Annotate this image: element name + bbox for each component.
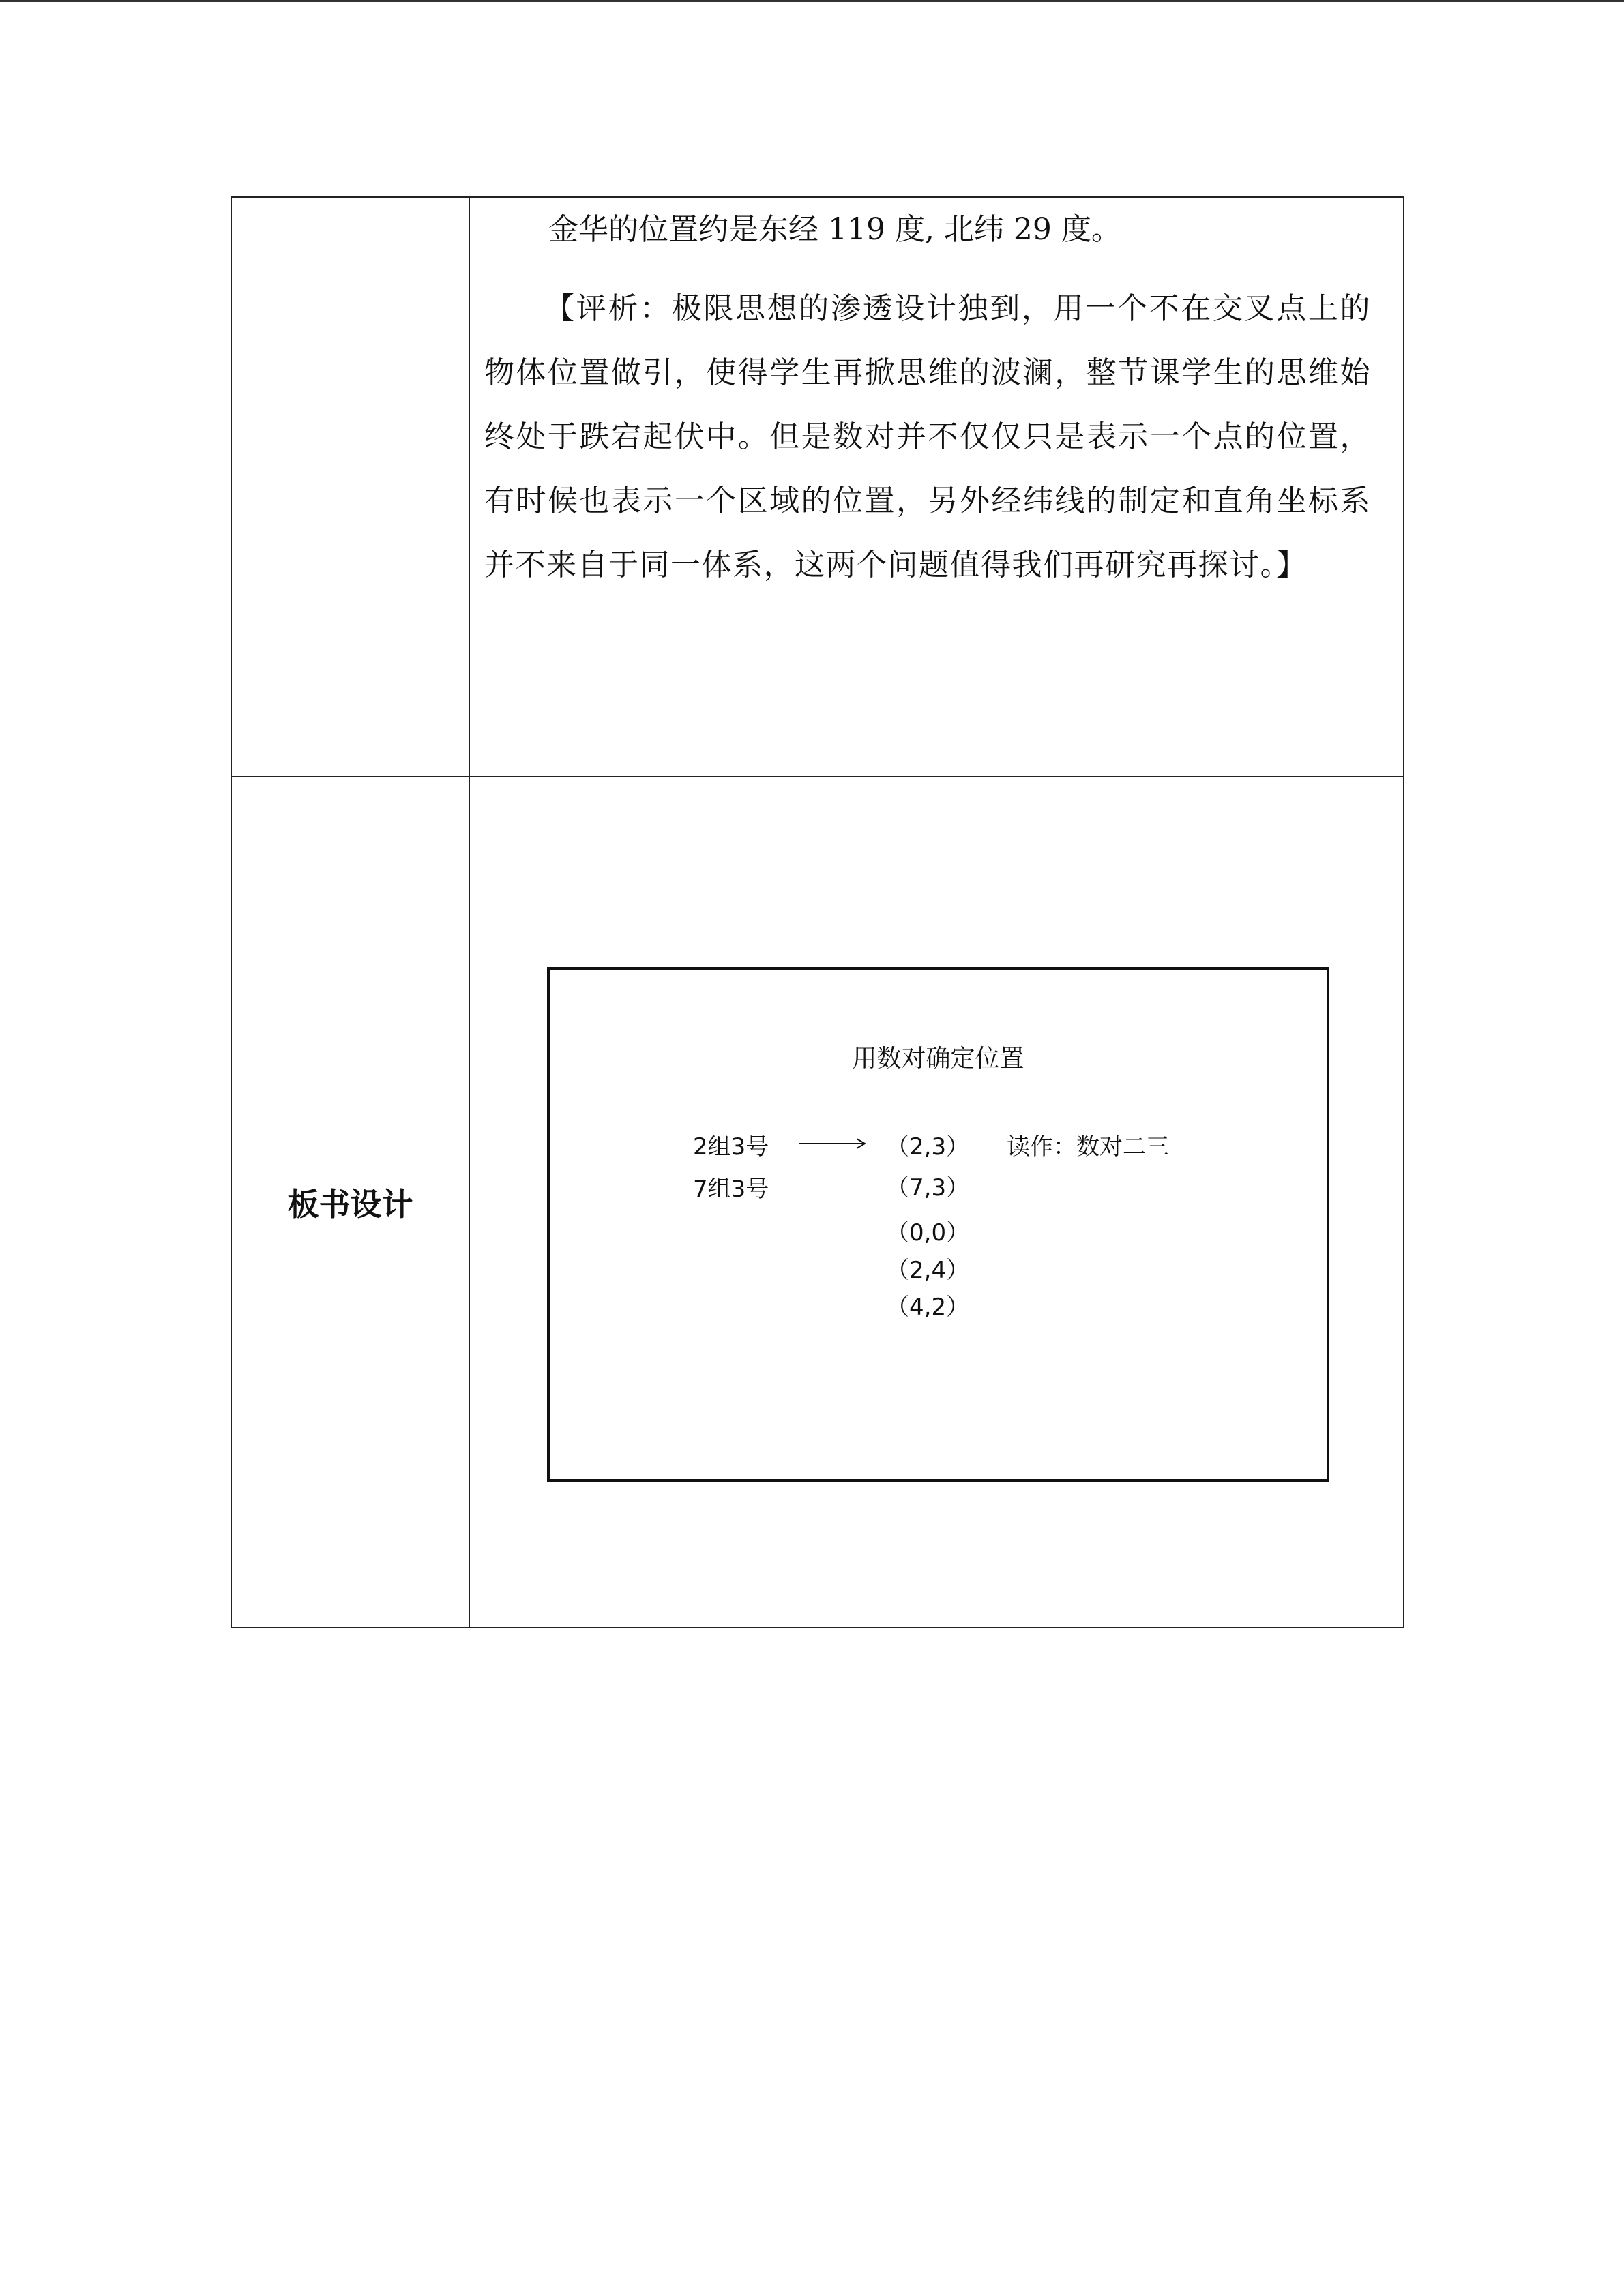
left-item-1: 2组3号 (693, 1133, 769, 1161)
evaluation-paragraph: 【评析：极限思想的渗透设计独到，用一个不在交叉点上的物体位置做引，使得学生再掀思维的波澜，整节课学生的思维始终处于跌宕起伏中。但是数对并不仅仅只是表示一个点的位置，有时候也表示一个区域的位置，另外经纬线的制定和直角坐标系并不来自于同一体系，这两个问题值得我们再研究再探讨。】 (484, 291, 1371, 582)
pair-item: （2,3） (886, 1133, 970, 1161)
board-design-label-text: 板书设计 (287, 1186, 413, 1223)
pair-item: （0,0） (886, 1219, 970, 1247)
left-item-2: 7组3号 (693, 1176, 769, 1203)
location-sentence: 金华的位置约是东经 119 度, 北纬 29 度。 (548, 212, 1121, 247)
row1-content-cell (484, 198, 1371, 597)
board-title: 用数对确定位置 (852, 1045, 1024, 1073)
reading-text: 读作：数对二三 (1007, 1133, 1169, 1161)
pair-item: （4,2） (886, 1294, 970, 1321)
blackboard-design-box (547, 967, 1329, 1482)
board-design-label (232, 777, 469, 1627)
column-divider (469, 198, 470, 1627)
pair-item: （2,4） (886, 1257, 970, 1284)
page-top-border (0, 0, 1624, 2)
pair-item: （7,3） (886, 1174, 970, 1202)
arrow-right-icon (799, 1137, 868, 1150)
